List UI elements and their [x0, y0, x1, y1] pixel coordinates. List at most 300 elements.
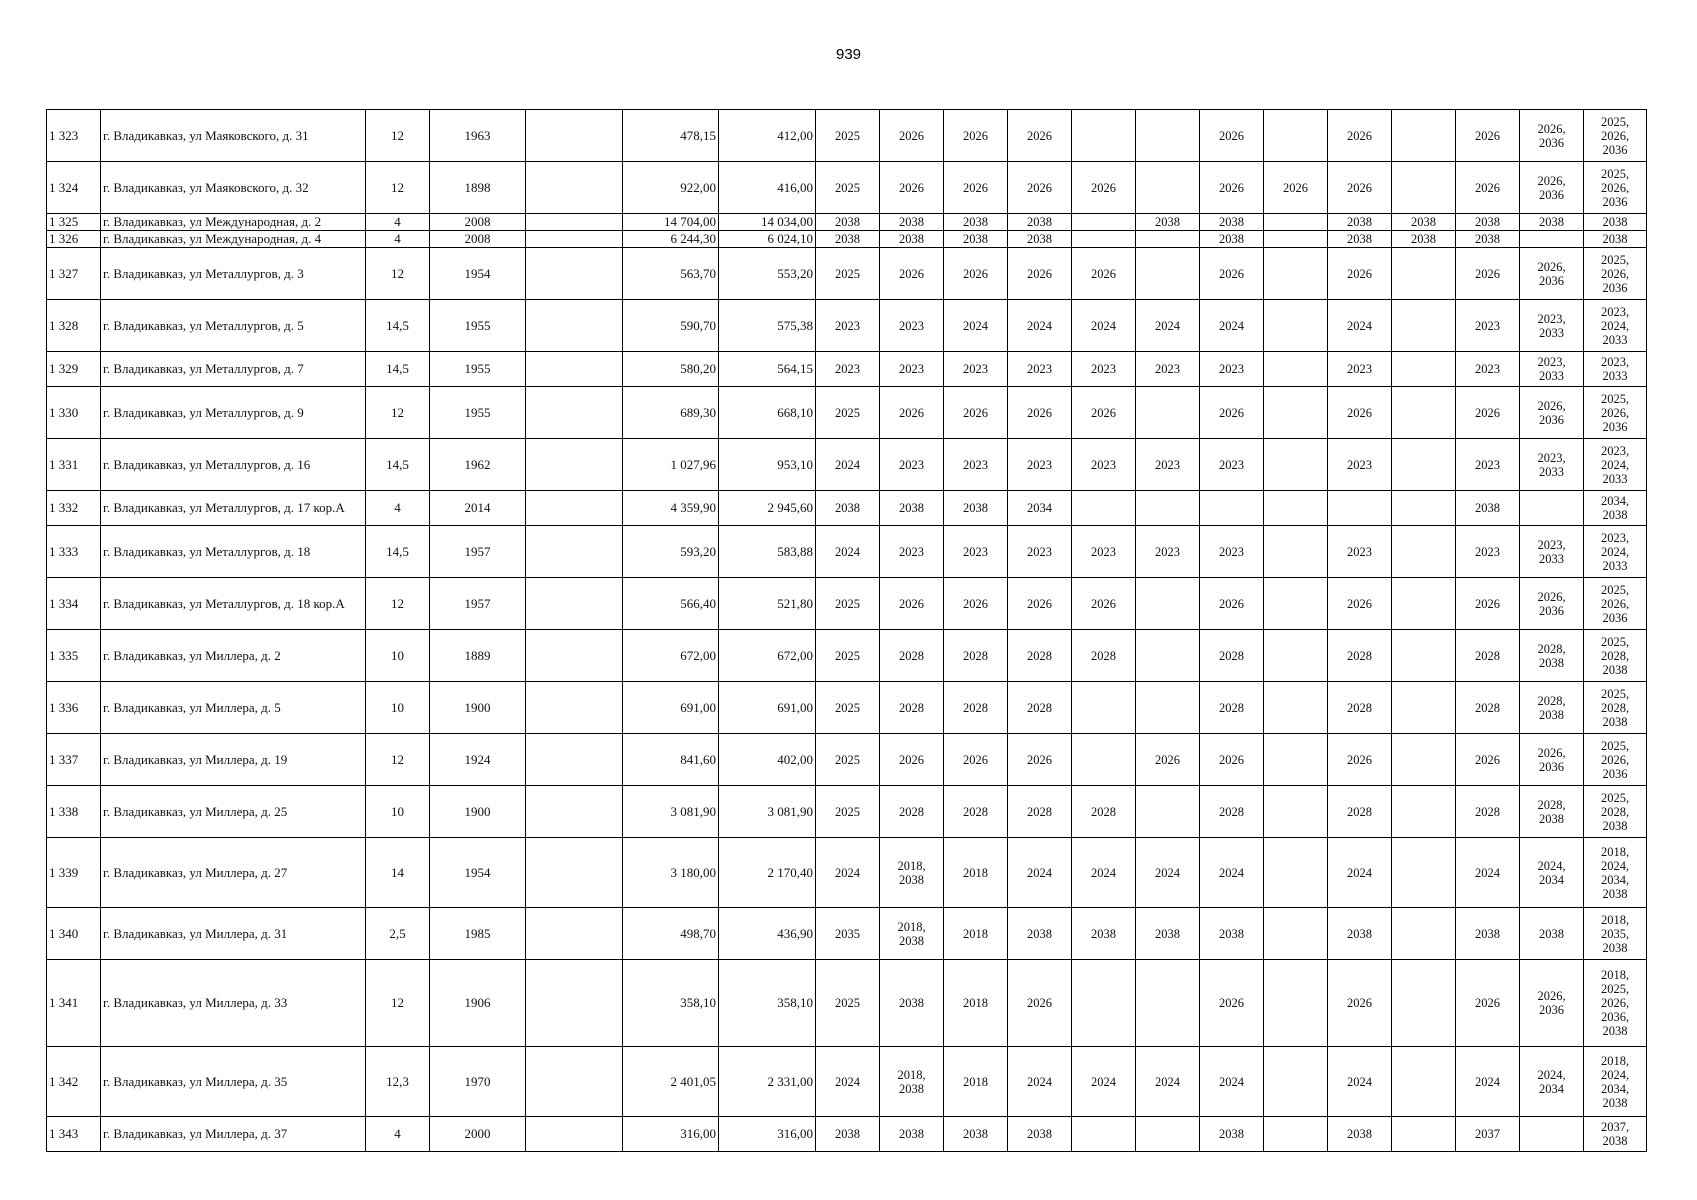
blank-cell: [526, 838, 623, 908]
repair-year-cell: 2023, 2033: [1520, 300, 1584, 352]
repair-year-cell: 2023: [1072, 352, 1136, 387]
repair-year-cell: 2026: [1008, 578, 1072, 630]
repair-year-cell: [1392, 630, 1456, 682]
repair-year-cell: 2038: [1584, 214, 1647, 231]
repair-year-cell: 2018, 2024, 2034, 2038: [1584, 838, 1647, 908]
repair-year-cell: 2028: [944, 786, 1008, 838]
value-cell: 12: [366, 578, 430, 630]
repair-year-cell: 2038: [1200, 1117, 1264, 1152]
address-cell: г. Владикавказ, ул Миллера, д. 19: [101, 734, 366, 786]
repair-year-cell: 2026: [1008, 734, 1072, 786]
row-number-cell: 1 338: [47, 786, 101, 838]
repair-year-cell: 2038: [1328, 908, 1392, 960]
repair-year-cell: 2024: [1136, 300, 1200, 352]
total-area-cell: 593,20: [623, 526, 719, 578]
repair-year-cell: 2023: [1328, 352, 1392, 387]
repair-year-cell: 2026: [1008, 387, 1072, 439]
repair-year-cell: [1136, 682, 1200, 734]
blank-cell: [526, 734, 623, 786]
repair-year-cell: 2023: [944, 439, 1008, 491]
repair-year-cell: 2025: [816, 110, 880, 162]
page-number: 939: [835, 46, 862, 63]
value-cell: 12: [366, 960, 430, 1047]
repair-year-cell: 2034: [1008, 491, 1072, 526]
repair-year-cell: 2026: [880, 387, 944, 439]
repair-year-cell: 2023: [816, 352, 880, 387]
total-area-cell: 316,00: [623, 1117, 719, 1152]
repair-year-cell: 2038: [816, 214, 880, 231]
build-year-cell: 1955: [430, 352, 526, 387]
repair-year-cell: 2025, 2026, 2036: [1584, 734, 1647, 786]
blank-cell: [526, 231, 623, 248]
repair-year-cell: 2028: [1328, 630, 1392, 682]
repair-year-cell: 2023, 2033: [1584, 352, 1647, 387]
registry-body: [47, 110, 1647, 1152]
repair-year-cell: [1264, 352, 1328, 387]
table-row: [47, 162, 1647, 214]
value-cell: 4: [366, 491, 430, 526]
repair-year-cell: [1392, 352, 1456, 387]
repair-year-cell: 2038: [1072, 908, 1136, 960]
repair-year-cell: [1392, 786, 1456, 838]
row-number-cell: 1 326: [47, 231, 101, 248]
build-year-cell: 1957: [430, 578, 526, 630]
repair-year-cell: 2038: [1136, 214, 1200, 231]
value-cell: 12: [366, 248, 430, 300]
repair-year-cell: 2028: [1072, 630, 1136, 682]
repair-year-cell: 2026: [880, 578, 944, 630]
repair-year-cell: [1136, 248, 1200, 300]
repair-year-cell: 2023, 2033: [1520, 439, 1584, 491]
repair-year-cell: 2024: [1456, 838, 1520, 908]
repair-year-cell: 2026: [880, 734, 944, 786]
build-year-cell: 1955: [430, 300, 526, 352]
repair-year-cell: 2026: [1264, 162, 1328, 214]
repair-year-cell: 2018, 2025, 2026, 2036, 2038: [1584, 960, 1647, 1047]
repair-year-cell: [1392, 1117, 1456, 1152]
repair-year-cell: 2023: [1456, 352, 1520, 387]
repair-year-cell: [1264, 110, 1328, 162]
repair-year-cell: [1264, 908, 1328, 960]
build-year-cell: 2008: [430, 214, 526, 231]
repair-year-cell: 2024: [1136, 1047, 1200, 1117]
repair-year-cell: 2024: [1200, 838, 1264, 908]
build-year-cell: 2000: [430, 1117, 526, 1152]
repair-year-cell: 2028: [1200, 786, 1264, 838]
value-cell: 4: [366, 214, 430, 231]
repair-year-cell: 2028: [1456, 630, 1520, 682]
repair-year-cell: 2026: [1328, 960, 1392, 1047]
repair-year-cell: 2038: [1008, 1117, 1072, 1152]
repair-year-cell: 2026, 2036: [1520, 387, 1584, 439]
row-number-cell: 1 327: [47, 248, 101, 300]
living-area-cell: 575,38: [719, 300, 816, 352]
repair-year-cell: 2025: [816, 248, 880, 300]
blank-cell: [526, 110, 623, 162]
blank-cell: [526, 960, 623, 1047]
repair-year-cell: 2025: [816, 734, 880, 786]
blank-cell: [526, 1047, 623, 1117]
repair-year-cell: 2024: [1072, 300, 1136, 352]
repair-year-cell: [1392, 838, 1456, 908]
table-row: [47, 352, 1647, 387]
repair-year-cell: [1392, 387, 1456, 439]
repair-year-cell: 2024: [1136, 838, 1200, 908]
value-cell: 4: [366, 231, 430, 248]
address-cell: г. Владикавказ, ул Металлургов, д. 17 кор.А: [101, 491, 366, 526]
table-row: [47, 908, 1647, 960]
build-year-cell: 1954: [430, 838, 526, 908]
repair-year-cell: 2018, 2038: [880, 838, 944, 908]
living-area-cell: 416,00: [719, 162, 816, 214]
repair-year-cell: 2026, 2036: [1520, 578, 1584, 630]
repair-year-cell: [1392, 908, 1456, 960]
repair-year-cell: 2024: [1008, 838, 1072, 908]
repair-year-cell: 2026: [1456, 162, 1520, 214]
repair-year-cell: 2018, 2024, 2034, 2038: [1584, 1047, 1647, 1117]
repair-year-cell: 2038: [1008, 231, 1072, 248]
address-cell: г. Владикавказ, ул Международная, д. 2: [101, 214, 366, 231]
build-year-cell: 1924: [430, 734, 526, 786]
repair-year-cell: [1520, 491, 1584, 526]
table-row: [47, 1117, 1647, 1152]
living-area-cell: 2 945,60: [719, 491, 816, 526]
address-cell: г. Владикавказ, ул Миллера, д. 5: [101, 682, 366, 734]
repair-year-cell: 2026: [1200, 110, 1264, 162]
repair-year-cell: [1136, 162, 1200, 214]
repair-year-cell: 2024: [1008, 300, 1072, 352]
repair-year-cell: 2038: [1008, 908, 1072, 960]
total-area-cell: 3 180,00: [623, 838, 719, 908]
row-number-cell: 1 324: [47, 162, 101, 214]
living-area-cell: 14 034,00: [719, 214, 816, 231]
repair-year-cell: 2023: [1456, 300, 1520, 352]
repair-year-cell: 2026: [1072, 387, 1136, 439]
repair-year-cell: 2023: [1008, 439, 1072, 491]
repair-year-cell: 2038: [1008, 214, 1072, 231]
repair-year-cell: 2023: [1072, 526, 1136, 578]
total-area-cell: 498,70: [623, 908, 719, 960]
repair-year-cell: 2026: [1456, 578, 1520, 630]
build-year-cell: 1898: [430, 162, 526, 214]
repair-year-cell: 2023: [880, 439, 944, 491]
repair-year-cell: [1136, 110, 1200, 162]
repair-year-cell: 2037: [1456, 1117, 1520, 1152]
repair-year-cell: 2038: [1456, 214, 1520, 231]
repair-year-cell: 2024: [816, 439, 880, 491]
repair-year-cell: [1072, 214, 1136, 231]
repair-year-cell: 2025, 2028, 2038: [1584, 630, 1647, 682]
repair-year-cell: 2018: [944, 1047, 1008, 1117]
total-area-cell: 841,60: [623, 734, 719, 786]
value-cell: 14,5: [366, 300, 430, 352]
row-number-cell: 1 328: [47, 300, 101, 352]
living-area-cell: 6 024,10: [719, 231, 816, 248]
repair-year-cell: 2025, 2026, 2036: [1584, 387, 1647, 439]
living-area-cell: 521,80: [719, 578, 816, 630]
repair-year-cell: [1392, 682, 1456, 734]
repair-year-cell: 2025, 2026, 2036: [1584, 578, 1647, 630]
repair-year-cell: 2023, 2033: [1520, 352, 1584, 387]
repair-year-cell: 2028: [880, 786, 944, 838]
repair-year-cell: 2038: [880, 960, 944, 1047]
repair-year-cell: 2038: [1200, 214, 1264, 231]
blank-cell: [526, 1117, 623, 1152]
living-area-cell: 672,00: [719, 630, 816, 682]
table-row: [47, 439, 1647, 491]
row-number-cell: 1 330: [47, 387, 101, 439]
repair-year-cell: 2026: [1456, 734, 1520, 786]
repair-year-cell: 2023: [816, 300, 880, 352]
repair-year-cell: 2026: [1200, 387, 1264, 439]
repair-year-cell: [1136, 786, 1200, 838]
total-area-cell: 14 704,00: [623, 214, 719, 231]
repair-year-cell: [1136, 387, 1200, 439]
table-row: [47, 734, 1647, 786]
repair-year-cell: [1328, 491, 1392, 526]
repair-year-cell: 2038: [1200, 908, 1264, 960]
repair-year-cell: [1136, 1117, 1200, 1152]
repair-year-cell: [1072, 734, 1136, 786]
repair-year-cell: 2028: [1328, 682, 1392, 734]
repair-year-cell: [1264, 786, 1328, 838]
repair-year-cell: 2023: [880, 526, 944, 578]
value-cell: 14,5: [366, 439, 430, 491]
living-area-cell: 436,90: [719, 908, 816, 960]
repair-year-cell: 2023: [944, 352, 1008, 387]
repair-year-cell: [1392, 1047, 1456, 1117]
repair-year-cell: 2023, 2024, 2033: [1584, 526, 1647, 578]
repair-year-cell: 2025: [816, 682, 880, 734]
repair-year-cell: 2025, 2026, 2036: [1584, 110, 1647, 162]
repair-year-cell: 2018: [944, 960, 1008, 1047]
repair-year-cell: 2024: [944, 300, 1008, 352]
total-area-cell: 689,30: [623, 387, 719, 439]
repair-year-cell: 2038: [1456, 908, 1520, 960]
repair-year-cell: 2038: [816, 491, 880, 526]
repair-year-cell: [1264, 491, 1328, 526]
repair-year-cell: 2038: [1456, 231, 1520, 248]
total-area-cell: 4 359,90: [623, 491, 719, 526]
repair-year-cell: 2025, 2026, 2036: [1584, 162, 1647, 214]
repair-year-cell: 2026: [880, 248, 944, 300]
repair-year-cell: 2024: [1328, 1047, 1392, 1117]
build-year-cell: 2014: [430, 491, 526, 526]
address-cell: г. Владикавказ, ул Металлургов, д. 7: [101, 352, 366, 387]
repair-year-cell: 2028: [1008, 682, 1072, 734]
total-area-cell: 478,15: [623, 110, 719, 162]
repair-year-cell: 2023: [1328, 439, 1392, 491]
address-cell: г. Владикавказ, ул Металлургов, д. 18 кор.А: [101, 578, 366, 630]
repair-year-cell: 2023: [1200, 526, 1264, 578]
repair-year-cell: [1072, 960, 1136, 1047]
repair-year-cell: 2026: [1136, 734, 1200, 786]
total-area-cell: 6 244,30: [623, 231, 719, 248]
repair-year-cell: 2023, 2033: [1520, 526, 1584, 578]
repair-year-cell: 2038: [816, 231, 880, 248]
repair-year-cell: 2038: [1392, 231, 1456, 248]
address-cell: г. Владикавказ, ул Металлургов, д. 9: [101, 387, 366, 439]
value-cell: 10: [366, 682, 430, 734]
repair-year-cell: [1264, 682, 1328, 734]
repair-year-cell: [1264, 1047, 1328, 1117]
repair-year-cell: 2038: [1328, 231, 1392, 248]
repair-year-cell: 2028: [1200, 630, 1264, 682]
repair-year-cell: [1392, 960, 1456, 1047]
build-year-cell: 1963: [430, 110, 526, 162]
repair-year-cell: 2024: [816, 1047, 880, 1117]
repair-year-cell: 2038: [1520, 908, 1584, 960]
living-area-cell: 2 331,00: [719, 1047, 816, 1117]
row-number-cell: 1 343: [47, 1117, 101, 1152]
repair-year-cell: [1264, 578, 1328, 630]
repair-year-cell: 2035: [816, 908, 880, 960]
blank-cell: [526, 526, 623, 578]
repair-year-cell: 2023: [1008, 352, 1072, 387]
housing-registry-table: [46, 109, 1647, 1152]
row-number-cell: 1 332: [47, 491, 101, 526]
living-area-cell: 412,00: [719, 110, 816, 162]
build-year-cell: 1962: [430, 439, 526, 491]
blank-cell: [526, 682, 623, 734]
repair-year-cell: 2026: [1200, 248, 1264, 300]
repair-year-cell: 2023: [1008, 526, 1072, 578]
total-area-cell: 590,70: [623, 300, 719, 352]
table-row: [47, 578, 1647, 630]
repair-year-cell: [1264, 960, 1328, 1047]
repair-year-cell: 2028: [1328, 786, 1392, 838]
row-number-cell: 1 341: [47, 960, 101, 1047]
repair-year-cell: 2026: [1328, 578, 1392, 630]
blank-cell: [526, 387, 623, 439]
repair-year-cell: 2026: [1008, 248, 1072, 300]
total-area-cell: 1 027,96: [623, 439, 719, 491]
blank-cell: [526, 630, 623, 682]
repair-year-cell: 2025: [816, 630, 880, 682]
repair-year-cell: 2028: [880, 682, 944, 734]
repair-year-cell: [1392, 248, 1456, 300]
repair-year-cell: 2038: [944, 1117, 1008, 1152]
value-cell: 12: [366, 110, 430, 162]
repair-year-cell: [1072, 1117, 1136, 1152]
repair-year-cell: [1072, 491, 1136, 526]
living-area-cell: 583,88: [719, 526, 816, 578]
value-cell: 12: [366, 387, 430, 439]
repair-year-cell: [1392, 491, 1456, 526]
repair-year-cell: 2028: [1200, 682, 1264, 734]
value-cell: 12: [366, 734, 430, 786]
repair-year-cell: 2026: [1008, 162, 1072, 214]
repair-year-cell: 2038: [944, 231, 1008, 248]
repair-year-cell: 2026: [944, 387, 1008, 439]
blank-cell: [526, 786, 623, 838]
row-number-cell: 1 331: [47, 439, 101, 491]
repair-year-cell: 2028: [880, 630, 944, 682]
repair-year-cell: 2023: [1200, 439, 1264, 491]
repair-year-cell: 2025: [816, 387, 880, 439]
repair-year-cell: 2023: [1328, 526, 1392, 578]
table-row: [47, 786, 1647, 838]
repair-year-cell: 2026: [1328, 248, 1392, 300]
address-cell: г. Владикавказ, ул Миллера, д. 25: [101, 786, 366, 838]
row-number-cell: 1 342: [47, 1047, 101, 1117]
repair-year-cell: [1264, 734, 1328, 786]
repair-year-cell: 2026: [944, 110, 1008, 162]
repair-year-cell: 2024: [816, 526, 880, 578]
repair-year-cell: 2023: [1136, 439, 1200, 491]
repair-year-cell: 2026: [1072, 162, 1136, 214]
repair-year-cell: 2028, 2038: [1520, 786, 1584, 838]
repair-year-cell: [1264, 439, 1328, 491]
repair-year-cell: 2026: [1456, 960, 1520, 1047]
table-row: [47, 387, 1647, 439]
repair-year-cell: [1264, 231, 1328, 248]
repair-year-cell: [1392, 110, 1456, 162]
repair-year-cell: 2028: [1072, 786, 1136, 838]
repair-year-cell: 2034, 2038: [1584, 491, 1647, 526]
repair-year-cell: 2023: [1072, 439, 1136, 491]
row-number-cell: 1 334: [47, 578, 101, 630]
repair-year-cell: 2026: [944, 578, 1008, 630]
value-cell: 10: [366, 786, 430, 838]
blank-cell: [526, 214, 623, 231]
address-cell: г. Владикавказ, ул Металлургов, д. 16: [101, 439, 366, 491]
repair-year-cell: [1264, 838, 1328, 908]
repair-year-cell: 2024, 2034: [1520, 838, 1584, 908]
repair-year-cell: 2026: [880, 110, 944, 162]
repair-year-cell: 2024: [816, 838, 880, 908]
repair-year-cell: 2023: [1456, 439, 1520, 491]
living-area-cell: 953,10: [719, 439, 816, 491]
repair-year-cell: 2038: [1136, 908, 1200, 960]
living-area-cell: 402,00: [719, 734, 816, 786]
repair-year-cell: [1392, 578, 1456, 630]
repair-year-cell: [1136, 630, 1200, 682]
build-year-cell: 1889: [430, 630, 526, 682]
repair-year-cell: 2025: [816, 162, 880, 214]
row-number-cell: 1 336: [47, 682, 101, 734]
repair-year-cell: 2026: [1456, 110, 1520, 162]
repair-year-cell: [1264, 526, 1328, 578]
row-number-cell: 1 339: [47, 838, 101, 908]
blank-cell: [526, 352, 623, 387]
address-cell: г. Владикавказ, ул Миллера, д. 37: [101, 1117, 366, 1152]
repair-year-cell: 2024: [1072, 1047, 1136, 1117]
living-area-cell: 3 081,90: [719, 786, 816, 838]
blank-cell: [526, 248, 623, 300]
row-number-cell: 1 340: [47, 908, 101, 960]
address-cell: г. Владикавказ, ул Металлургов, д. 5: [101, 300, 366, 352]
repair-year-cell: 2023: [1136, 526, 1200, 578]
repair-year-cell: 2026: [944, 248, 1008, 300]
repair-year-cell: 2026: [1328, 162, 1392, 214]
repair-year-cell: 2026: [1328, 734, 1392, 786]
repair-year-cell: 2038: [1200, 231, 1264, 248]
table-row: [47, 110, 1647, 162]
repair-year-cell: 2026: [1200, 162, 1264, 214]
repair-year-cell: 2026, 2036: [1520, 162, 1584, 214]
repair-year-cell: 2038: [1584, 231, 1647, 248]
total-area-cell: 358,10: [623, 960, 719, 1047]
repair-year-cell: 2023, 2024, 2033: [1584, 300, 1647, 352]
repair-year-cell: 2018: [944, 838, 1008, 908]
repair-year-cell: 2025: [816, 960, 880, 1047]
repair-year-cell: 2024: [1200, 1047, 1264, 1117]
repair-year-cell: [1392, 300, 1456, 352]
table-row: [47, 630, 1647, 682]
repair-year-cell: 2037, 2038: [1584, 1117, 1647, 1152]
repair-year-cell: 2038: [1520, 214, 1584, 231]
